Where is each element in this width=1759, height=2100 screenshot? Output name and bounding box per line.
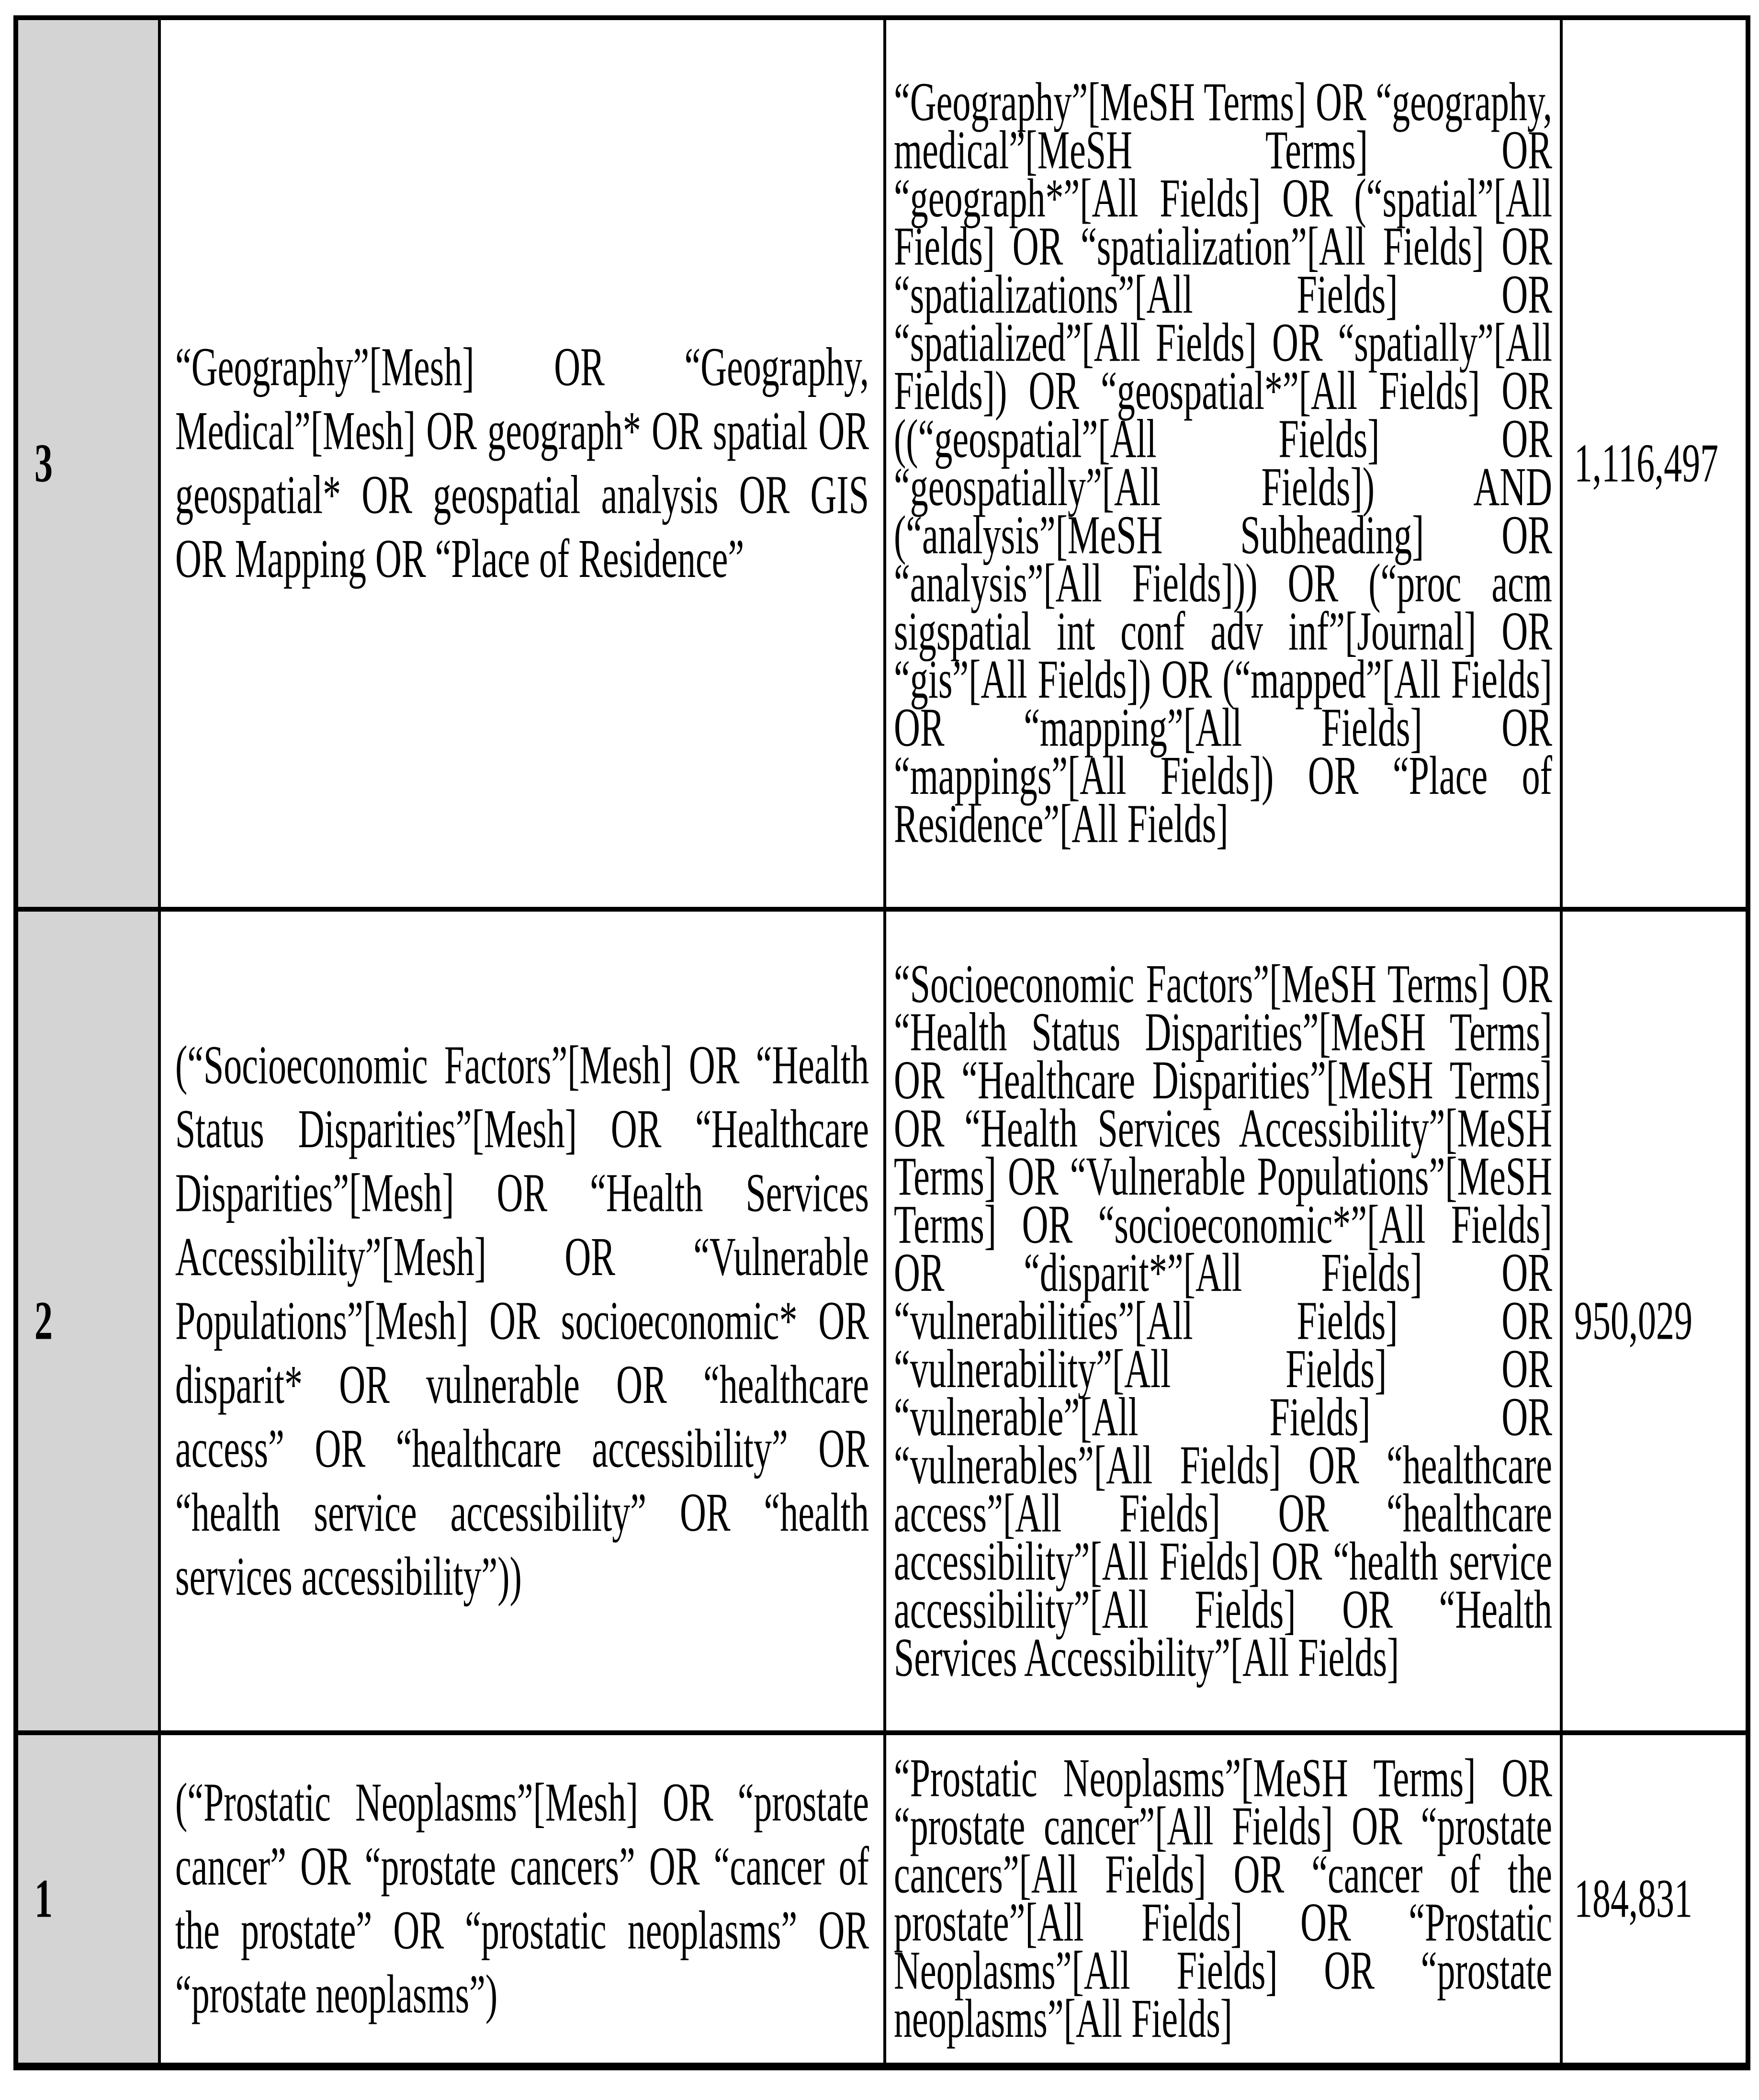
results-count: 950,029 xyxy=(1574,1290,1692,1351)
translation-cell xyxy=(885,909,1561,1733)
query-translation-text: “Socioeconomic Factors”[MeSH Terms] OR “Health Status Disparities”[MeSH Terms] OR “Healthcare Disparities”[MeSH Terms] OR “Health Services Accessibility”[MeSH Terms] OR “Vulnerable Populations”[MeSH Terms] OR “socioeconomic*”[All Fields] OR “disparit*”[All Fields] OR “vulnerabilities”[All Fields] OR “vulnerability”[All Fields] OR “vulnerable”[All Fields] OR “vulnerables”[All Fields] OR “healthcare access”[All Fields] OR “healthcare accessibility”[All Fields] OR “health service accessibility”[All Fields] OR “Health Services Accessibility”[All Fields] xyxy=(894,953,1552,1688)
results-count: 184,831 xyxy=(1574,1868,1692,1929)
query-cell xyxy=(159,1733,885,2066)
search-query-text: “Geography”[Mesh] OR “Geography, Medical”[Mesh] OR geograph* OR spatial OR geospatial* OR geospatial analysis OR GIS OR Mapping OR “Place of Residence” xyxy=(175,337,869,589)
results-cell xyxy=(1561,1733,1748,2066)
row-number-cell xyxy=(16,18,159,909)
search-strategy-table xyxy=(13,15,1750,2070)
table-row xyxy=(16,18,1748,909)
query-cell xyxy=(159,18,885,909)
results-count: 1,116,497 xyxy=(1574,433,1719,494)
results-cell xyxy=(1561,18,1748,909)
results-cell xyxy=(1561,909,1748,1733)
query-cell xyxy=(159,909,885,1733)
row-number: 1 xyxy=(34,1868,53,1929)
query-translation-text: “Geography”[MeSH Terms] OR “geography, medical”[MeSH Terms] OR “geograph*”[All Fields] OR (“spatial”[All Fields] OR “spatialization”[All Fields] OR “spatializations”[All Fields] OR “spatialized”[All Fields] OR “spatially”[All Fields]) OR “geospatial*”[All Fields] OR ((“geospatial”[All Fields] OR “geospatially”[All Fields]) AND (“analysis”[MeSH Subheading] OR “analysis”[All Fields])) OR (“proc acm sigspatial int conf adv inf”[Journal] OR “gis”[All Fields]) OR (“mapped”[All Fields] OR “mapping”[All Fields] OR “mappings”[All Fields]) OR “Place of Residence”[All Fields] xyxy=(894,72,1552,854)
table-row xyxy=(16,909,1748,1733)
translation-cell xyxy=(885,1733,1561,2066)
row-number-cell xyxy=(16,909,159,1733)
translation-cell xyxy=(885,18,1561,909)
row-number: 2 xyxy=(34,1290,53,1351)
row-number: 3 xyxy=(34,433,53,494)
search-query-text: (“Prostatic Neoplasms”[Mesh] OR “prostate cancer” OR “prostate cancers” OR “cancer of the prostate” OR “prostatic neoplasms” OR “prostate neoplasms”) xyxy=(175,1773,869,2025)
search-query-text: (“Socioeconomic Factors”[Mesh] OR “Health Status Disparities”[Mesh] OR “Healthcare Disparities”[Mesh] OR “Health Services Accessibility”[Mesh] OR “Vulnerable Populations”[Mesh] OR socioeconomic* OR disparit* OR vulnerable OR “healthcare access” OR “healthcare accessibility” OR “health service accessibility” OR “health services accessibility”)) xyxy=(175,1035,869,1607)
table-row xyxy=(16,1733,1748,2066)
row-number-cell xyxy=(16,1733,159,2066)
query-translation-text: “Prostatic Neoplasms”[MeSH Terms] OR “prostate cancer”[All Fields] OR “prostate cancers”[All Fields] OR “cancer of the prostate”[All Fields] OR “Prostatic Neoplasms”[All Fields] OR “prostate neoplasms”[All Fields] xyxy=(894,1748,1552,2049)
